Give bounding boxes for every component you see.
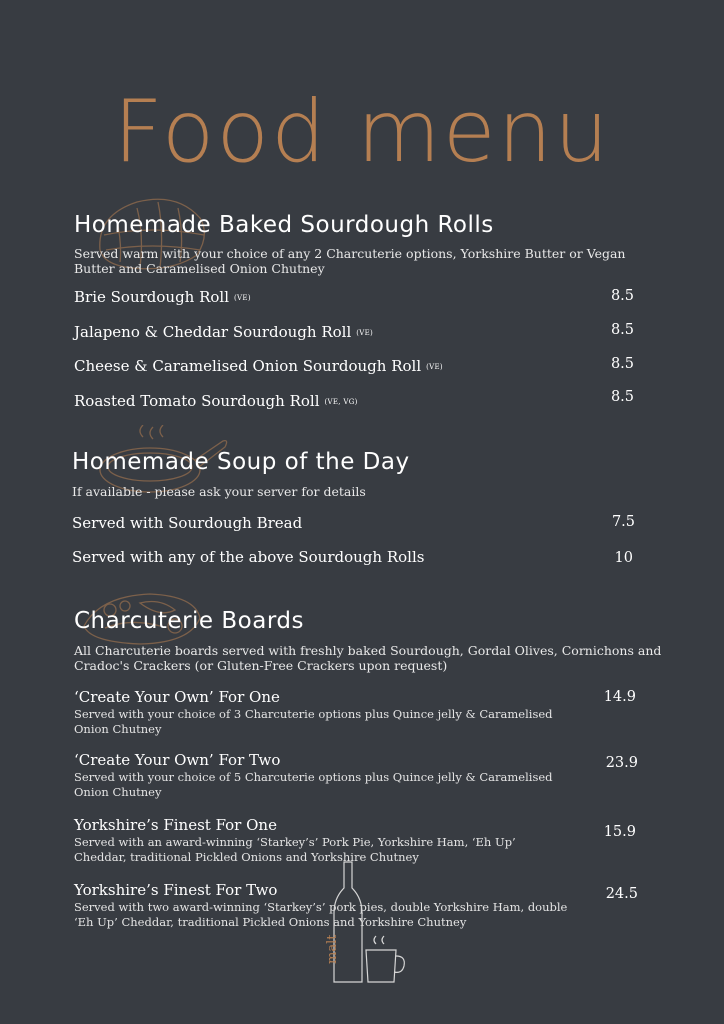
item-name: Jalapeno & Cheddar Sourdough Roll: [74, 323, 352, 341]
item-price: 8.5: [610, 389, 634, 405]
logo-text: malt: [325, 934, 340, 964]
item-name: Yorkshire’s Finest For Two: [74, 881, 278, 899]
section-description: Served warm with your choice of any 2 Charcuterie options, Yorkshire Butter or Vegan Butter and Caramelised Onion Chutney: [74, 246, 626, 276]
item-price: 14.9: [603, 689, 636, 705]
menu-item: [72, 513, 302, 532]
item-name: Cheese & Caramelised Onion Sourdough Roll: [74, 357, 422, 375]
section-heading: Homemade Baked Sourdough Rolls: [74, 212, 494, 238]
dietary-tag: (VE): [234, 294, 251, 302]
menu-item: [74, 688, 574, 737]
section-description: If available - please ask your server for details: [72, 484, 366, 499]
item-detail: Served with an award-winning ‘Starkey’s’ Pork Pie, Yorkshire Ham, ‘Eh Up’ Cheddar, traditional Pickled Onions and Yorkshire Chutney: [74, 835, 516, 864]
item-price: 8.5: [610, 322, 634, 338]
menu-item: [74, 356, 443, 375]
item-price: 7.5: [611, 514, 635, 530]
item-name: Yorkshire’s Finest For One: [74, 816, 277, 834]
item-price: 8.5: [610, 288, 634, 304]
item-price: 8.5: [610, 356, 634, 372]
dietary-tag: (VE): [426, 363, 443, 371]
menu-item: [74, 816, 554, 865]
dietary-tag: (VE, VG): [324, 398, 358, 406]
section-heading: Charcuterie Boards: [74, 608, 304, 634]
section-description: All Charcuterie boards served with freshly baked Sourdough, Gordal Olives, Cornichons and Cradoc's Crackers (or Gluten-Free Crackers upon request): [74, 643, 662, 673]
item-price: 10: [614, 550, 633, 566]
item-name: Served with Sourdough Bread: [72, 514, 303, 532]
menu-item: [74, 322, 373, 341]
item-detail: Served with your choice of 5 Charcuterie options plus Quince jelly & Caramelised Onion Chutney: [74, 770, 553, 799]
menu-item: [74, 751, 574, 800]
menu-title: Food menu: [113, 82, 611, 182]
dietary-tag: (VE): [356, 329, 374, 337]
item-name: Brie Sourdough Roll: [74, 288, 230, 306]
section-heading: Homemade Soup of the Day: [72, 449, 410, 475]
item-price: 24.5: [605, 886, 638, 902]
item-name: Roasted Tomato Sourdough Roll: [74, 392, 320, 410]
item-detail: Served with your choice of 3 Charcuterie options plus Quince jelly & Caramelised Onion Chutney: [74, 707, 553, 736]
menu-item: [72, 547, 424, 566]
item-price: 15.9: [603, 824, 636, 840]
item-name: ‘Create Your Own’ For Two: [74, 751, 281, 769]
item-name: Served with any of the above Sourdough Rolls: [72, 548, 425, 566]
item-price: 23.9: [605, 755, 638, 771]
item-detail: Served with two award-winning ‘Starkey’s’ pork pies, double Yorkshire Ham, double ‘Eh Up’ Cheddar, traditional Pickled Onions and Yorkshire Chutney: [74, 900, 568, 929]
menu-item: [74, 391, 358, 410]
item-name: ‘Create Your Own’ For One: [74, 688, 280, 706]
bottle-and-cup-icon: [322, 858, 408, 986]
menu-item: [74, 287, 251, 306]
